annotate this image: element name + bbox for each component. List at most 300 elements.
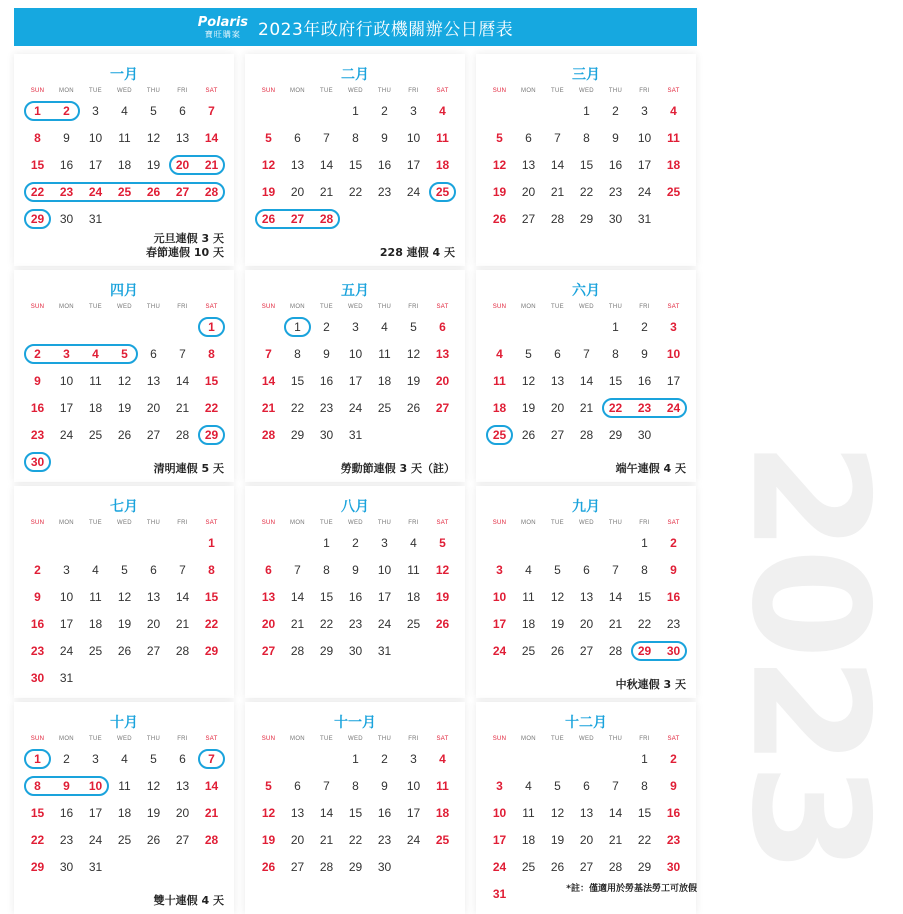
- weekday-label: MON: [59, 88, 74, 94]
- weekday-label: FRI: [639, 88, 650, 94]
- day-cell: 27: [579, 644, 594, 658]
- polaris-logo: [198, 16, 248, 39]
- day-cell: 2: [641, 320, 648, 334]
- day-cell: 22: [204, 401, 219, 415]
- day-cell: 10: [59, 590, 74, 604]
- day-grid: [254, 746, 465, 881]
- empty-cell: [254, 98, 283, 125]
- day-cell: 25: [117, 185, 132, 199]
- day-cell: 7: [323, 131, 330, 145]
- empty-cell: [23, 314, 52, 341]
- weekday-label: SUN: [30, 88, 45, 94]
- day-cell: 23: [319, 401, 334, 415]
- day-cell: 3: [410, 104, 417, 118]
- day-cell: 9: [381, 779, 388, 793]
- day-cell: 18: [435, 158, 450, 172]
- weekday-label: SUN: [261, 520, 276, 526]
- day-cell: 14: [550, 158, 565, 172]
- empty-cell: [81, 530, 110, 557]
- weekday-label: FRI: [639, 736, 650, 742]
- day-cell: 18: [117, 806, 132, 820]
- day-cell: 30: [637, 428, 652, 442]
- day-cell: 29: [30, 212, 45, 226]
- weekday-label: MON: [521, 304, 536, 310]
- weekday-label: TUE: [320, 736, 333, 742]
- day-cell: 22: [30, 185, 45, 199]
- day-cell: 21: [319, 185, 334, 199]
- day-cell: 25: [377, 401, 392, 415]
- month-card: [14, 702, 234, 914]
- day-grid: [485, 314, 696, 449]
- day-cell: 1: [323, 536, 330, 550]
- day-cell: 28: [261, 428, 276, 442]
- day-cell: 20: [550, 401, 565, 415]
- day-cell: 9: [63, 131, 70, 145]
- day-cell: 9: [641, 347, 648, 361]
- weekday-label: MON: [290, 520, 305, 526]
- weekday-label: SAT: [667, 88, 680, 94]
- weekday-label: WED: [579, 520, 594, 526]
- day-cell: 23: [637, 401, 652, 415]
- day-cell: 23: [59, 833, 74, 847]
- day-cell: 11: [667, 131, 680, 145]
- day-cell: 7: [612, 779, 619, 793]
- day-cell: 2: [612, 104, 619, 118]
- day-cell: 2: [63, 104, 70, 118]
- day-cell: 26: [146, 185, 161, 199]
- empty-cell: [283, 746, 312, 773]
- day-cell: 3: [496, 563, 503, 577]
- day-cell: 22: [348, 833, 363, 847]
- weekday-label: SUN: [261, 304, 276, 310]
- day-cell: 22: [637, 833, 652, 847]
- weekday-label: MON: [290, 304, 305, 310]
- day-cell: 31: [348, 428, 363, 442]
- day-cell: 22: [204, 617, 219, 631]
- day-cell: 2: [34, 347, 41, 361]
- month-title: 四月: [110, 283, 138, 299]
- day-cell: 10: [59, 374, 74, 388]
- month-title: 五月: [341, 283, 369, 299]
- day-cell: 7: [554, 131, 561, 145]
- weekday-label: FRI: [639, 304, 650, 310]
- day-cell: 30: [59, 212, 74, 226]
- day-cell: 20: [146, 617, 161, 631]
- day-cell: 22: [319, 617, 334, 631]
- calendar-grid: [14, 54, 697, 914]
- day-cell: 29: [637, 860, 652, 874]
- day-cell: 27: [146, 428, 161, 442]
- day-cell: 23: [666, 617, 681, 631]
- weekday-label: SAT: [205, 520, 218, 526]
- weekday-label: MON: [290, 736, 305, 742]
- day-cell: 31: [377, 644, 392, 658]
- month-card: [245, 54, 465, 266]
- day-cell: 22: [290, 401, 305, 415]
- day-cell: 28: [319, 212, 334, 226]
- day-cell: 24: [406, 833, 421, 847]
- weekday-header: [23, 732, 234, 746]
- day-cell: 26: [261, 212, 276, 226]
- day-cell: 14: [608, 806, 623, 820]
- empty-cell: [601, 530, 630, 557]
- day-cell: 20: [579, 617, 594, 631]
- weekday-label: SAT: [205, 736, 218, 742]
- day-cell: 19: [492, 185, 507, 199]
- day-cell: 12: [146, 779, 161, 793]
- day-cell: 17: [406, 158, 421, 172]
- day-cell: 3: [63, 563, 70, 577]
- day-cell: 23: [30, 428, 45, 442]
- day-cell: 17: [492, 617, 507, 631]
- day-cell: 16: [319, 374, 334, 388]
- day-cell: 11: [436, 779, 449, 793]
- day-cell: 5: [439, 536, 446, 550]
- month-card: [476, 270, 696, 482]
- day-cell: 29: [204, 428, 219, 442]
- day-cell: 3: [92, 752, 99, 766]
- day-cell: 25: [88, 428, 103, 442]
- day-cell: 14: [204, 131, 219, 145]
- day-cell: 16: [377, 158, 392, 172]
- weekday-header: [485, 300, 696, 314]
- weekday-header: [485, 516, 696, 530]
- day-cell: 7: [323, 779, 330, 793]
- day-cell: 18: [435, 806, 450, 820]
- weekday-label: TUE: [89, 736, 102, 742]
- day-cell: 1: [34, 752, 41, 766]
- day-cell: 24: [348, 401, 363, 415]
- holiday-note: 元旦連假 3 天: [153, 232, 224, 245]
- day-cell: 21: [579, 401, 594, 415]
- weekday-label: THU: [608, 88, 623, 94]
- day-cell: 18: [521, 833, 536, 847]
- day-cell: 17: [637, 158, 652, 172]
- month-title: 十一月: [334, 715, 376, 731]
- weekday-label: THU: [608, 304, 623, 310]
- weekday-label: TUE: [320, 304, 333, 310]
- day-cell: 2: [352, 536, 359, 550]
- day-cell: 16: [59, 806, 74, 820]
- month-card: [476, 486, 696, 698]
- empty-cell: [312, 98, 341, 125]
- empty-cell: [485, 530, 514, 557]
- day-cell: 1: [641, 752, 648, 766]
- day-cell: 18: [117, 158, 132, 172]
- day-cell: 3: [92, 104, 99, 118]
- weekday-label: WED: [579, 736, 594, 742]
- day-cell: 9: [670, 563, 677, 577]
- day-cell: 19: [146, 158, 161, 172]
- day-cell: 8: [34, 131, 41, 145]
- day-cell: 26: [521, 428, 536, 442]
- day-cell: 15: [290, 374, 305, 388]
- day-cell: 24: [666, 401, 681, 415]
- day-cell: 16: [59, 158, 74, 172]
- day-cell: 28: [175, 644, 190, 658]
- empty-cell: [254, 530, 283, 557]
- day-cell: 11: [436, 131, 449, 145]
- empty-cell: [168, 314, 197, 341]
- weekday-label: WED: [117, 736, 132, 742]
- day-cell: 17: [406, 806, 421, 820]
- day-cell: 29: [637, 644, 652, 658]
- day-cell: 5: [121, 563, 128, 577]
- empty-cell: [514, 746, 543, 773]
- day-cell: 7: [294, 563, 301, 577]
- holiday-note: 春節連假 10 天: [146, 246, 224, 259]
- empty-cell: [543, 746, 572, 773]
- day-cell: 23: [666, 833, 681, 847]
- weekday-label: FRI: [408, 304, 419, 310]
- day-cell: 14: [175, 374, 190, 388]
- year-watermark: 2023: [716, 440, 903, 870]
- day-cell: 19: [261, 185, 276, 199]
- day-cell: 11: [89, 374, 102, 388]
- day-cell: 19: [117, 617, 132, 631]
- day-grid: [23, 314, 234, 476]
- day-cell: 18: [377, 374, 392, 388]
- weekday-label: WED: [117, 304, 132, 310]
- month-card: [476, 54, 696, 266]
- day-cell: 10: [406, 779, 421, 793]
- day-cell: 30: [30, 455, 45, 469]
- day-cell: 6: [294, 131, 301, 145]
- day-cell: 10: [348, 347, 363, 361]
- day-cell: 19: [261, 833, 276, 847]
- day-cell: 15: [30, 158, 45, 172]
- day-cell: 8: [34, 779, 41, 793]
- weekday-label: THU: [146, 304, 161, 310]
- day-cell: 17: [59, 617, 74, 631]
- weekday-label: SUN: [30, 736, 45, 742]
- weekday-label: MON: [59, 520, 74, 526]
- empty-cell: [254, 746, 283, 773]
- day-cell: 18: [521, 617, 536, 631]
- day-cell: 7: [265, 347, 272, 361]
- day-cell: 21: [608, 833, 623, 847]
- day-cell: 30: [608, 212, 623, 226]
- day-cell: 9: [352, 563, 359, 577]
- day-cell: 27: [550, 428, 565, 442]
- empty-cell: [139, 530, 168, 557]
- day-cell: 21: [261, 401, 276, 415]
- day-cell: 6: [179, 752, 186, 766]
- day-cell: 23: [59, 185, 74, 199]
- holiday-note: 勞動節連假 3 天（註）: [340, 462, 455, 475]
- day-cell: 10: [377, 563, 392, 577]
- day-cell: 24: [492, 644, 507, 658]
- day-cell: 27: [261, 644, 276, 658]
- day-cell: 6: [150, 347, 157, 361]
- day-cell: 21: [175, 617, 190, 631]
- day-cell: 8: [641, 563, 648, 577]
- month-title: 三月: [572, 67, 600, 83]
- day-cell: 3: [496, 779, 503, 793]
- day-cell: 11: [493, 374, 506, 388]
- day-cell: 13: [435, 347, 450, 361]
- day-cell: 24: [637, 185, 652, 199]
- day-cell: 8: [294, 347, 301, 361]
- weekday-header: [23, 300, 234, 314]
- day-cell: 15: [608, 374, 623, 388]
- day-cell: 12: [117, 590, 132, 604]
- day-cell: 31: [88, 860, 103, 874]
- day-cell: 8: [208, 347, 215, 361]
- day-cell: 4: [92, 563, 99, 577]
- holiday-note: 清明連假 5 天: [153, 462, 224, 475]
- weekday-label: TUE: [320, 520, 333, 526]
- weekday-label: THU: [608, 520, 623, 526]
- day-cell: 18: [666, 158, 681, 172]
- day-cell: 27: [435, 401, 450, 415]
- day-cell: 15: [579, 158, 594, 172]
- day-cell: 23: [30, 644, 45, 658]
- weekday-label: TUE: [89, 304, 102, 310]
- weekday-label: THU: [377, 88, 392, 94]
- weekday-label: THU: [146, 520, 161, 526]
- empty-cell: [283, 98, 312, 125]
- day-cell: 30: [319, 428, 334, 442]
- day-cell: 18: [492, 401, 507, 415]
- day-cell: 18: [88, 617, 103, 631]
- day-cell: 26: [261, 860, 276, 874]
- day-cell: 9: [323, 347, 330, 361]
- day-cell: 22: [608, 401, 623, 415]
- empty-cell: [254, 314, 283, 341]
- weekday-label: SUN: [30, 304, 45, 310]
- day-cell: 2: [34, 563, 41, 577]
- day-cell: 20: [290, 185, 305, 199]
- day-cell: 12: [261, 806, 276, 820]
- weekday-label: TUE: [89, 88, 102, 94]
- day-cell: 29: [608, 428, 623, 442]
- day-cell: 5: [121, 347, 128, 361]
- day-cell: 29: [348, 860, 363, 874]
- day-cell: 16: [30, 401, 45, 415]
- day-cell: 30: [59, 860, 74, 874]
- day-cell: 22: [30, 833, 45, 847]
- weekday-label: SAT: [205, 304, 218, 310]
- day-cell: 13: [175, 779, 190, 793]
- day-cell: 4: [121, 104, 128, 118]
- day-cell: 26: [492, 212, 507, 226]
- day-cell: 10: [406, 131, 421, 145]
- day-cell: 18: [88, 401, 103, 415]
- day-cell: 22: [348, 185, 363, 199]
- day-cell: 25: [492, 428, 507, 442]
- month-title: 九月: [572, 499, 600, 515]
- month-card: [14, 270, 234, 482]
- day-cell: 20: [290, 833, 305, 847]
- weekday-label: TUE: [89, 520, 102, 526]
- day-cell: 25: [435, 185, 450, 199]
- day-cell: 7: [179, 347, 186, 361]
- weekday-label: TUE: [551, 304, 564, 310]
- day-cell: 26: [406, 401, 421, 415]
- day-cell: 11: [118, 131, 131, 145]
- weekday-label: SUN: [492, 520, 507, 526]
- weekday-label: SUN: [30, 520, 45, 526]
- day-cell: 8: [641, 779, 648, 793]
- day-cell: 19: [146, 806, 161, 820]
- day-cell: 14: [175, 590, 190, 604]
- weekday-label: TUE: [551, 520, 564, 526]
- day-cell: 4: [525, 563, 532, 577]
- day-cell: 10: [666, 347, 681, 361]
- weekday-label: WED: [348, 304, 363, 310]
- day-cell: 27: [290, 860, 305, 874]
- weekday-label: THU: [377, 520, 392, 526]
- month-card: [14, 486, 234, 698]
- month-title: 六月: [572, 283, 600, 299]
- day-cell: 19: [550, 833, 565, 847]
- day-cell: 9: [612, 131, 619, 145]
- weekday-label: SAT: [436, 88, 449, 94]
- day-cell: 17: [492, 833, 507, 847]
- day-cell: 8: [352, 131, 359, 145]
- day-cell: 12: [550, 590, 565, 604]
- weekday-label: MON: [59, 736, 74, 742]
- day-cell: 4: [121, 752, 128, 766]
- day-cell: 2: [670, 536, 677, 550]
- day-cell: 17: [88, 806, 103, 820]
- day-cell: 30: [377, 860, 392, 874]
- day-grid: [23, 98, 234, 233]
- day-cell: 11: [378, 347, 391, 361]
- day-cell: 15: [30, 806, 45, 820]
- day-cell: 20: [521, 185, 536, 199]
- weekday-label: FRI: [177, 88, 188, 94]
- day-cell: 5: [150, 752, 157, 766]
- day-cell: 12: [435, 563, 450, 577]
- day-cell: 26: [146, 833, 161, 847]
- day-grid: [254, 530, 465, 665]
- day-cell: 13: [261, 590, 276, 604]
- day-cell: 3: [670, 320, 677, 334]
- day-cell: 31: [637, 212, 652, 226]
- day-cell: 24: [377, 617, 392, 631]
- day-cell: 1: [352, 752, 359, 766]
- day-cell: 3: [410, 752, 417, 766]
- day-cell: 15: [204, 590, 219, 604]
- day-cell: 31: [59, 671, 74, 685]
- day-cell: 23: [608, 185, 623, 199]
- month-card: [245, 702, 465, 914]
- day-cell: 14: [319, 806, 334, 820]
- weekday-label: FRI: [177, 520, 188, 526]
- day-cell: 7: [179, 563, 186, 577]
- day-cell: 15: [637, 806, 652, 820]
- day-cell: 30: [30, 671, 45, 685]
- day-cell: 6: [439, 320, 446, 334]
- day-cell: 28: [290, 644, 305, 658]
- day-cell: 11: [407, 563, 420, 577]
- empty-cell: [514, 314, 543, 341]
- day-cell: 13: [146, 374, 161, 388]
- day-cell: 19: [521, 401, 536, 415]
- day-cell: 24: [88, 833, 103, 847]
- day-cell: 7: [583, 347, 590, 361]
- day-cell: 12: [550, 806, 565, 820]
- month-card: [245, 270, 465, 482]
- day-cell: 25: [521, 860, 536, 874]
- day-cell: 5: [496, 131, 503, 145]
- day-cell: 7: [208, 104, 215, 118]
- day-cell: 26: [435, 617, 450, 631]
- weekday-label: FRI: [177, 304, 188, 310]
- day-cell: 2: [63, 752, 70, 766]
